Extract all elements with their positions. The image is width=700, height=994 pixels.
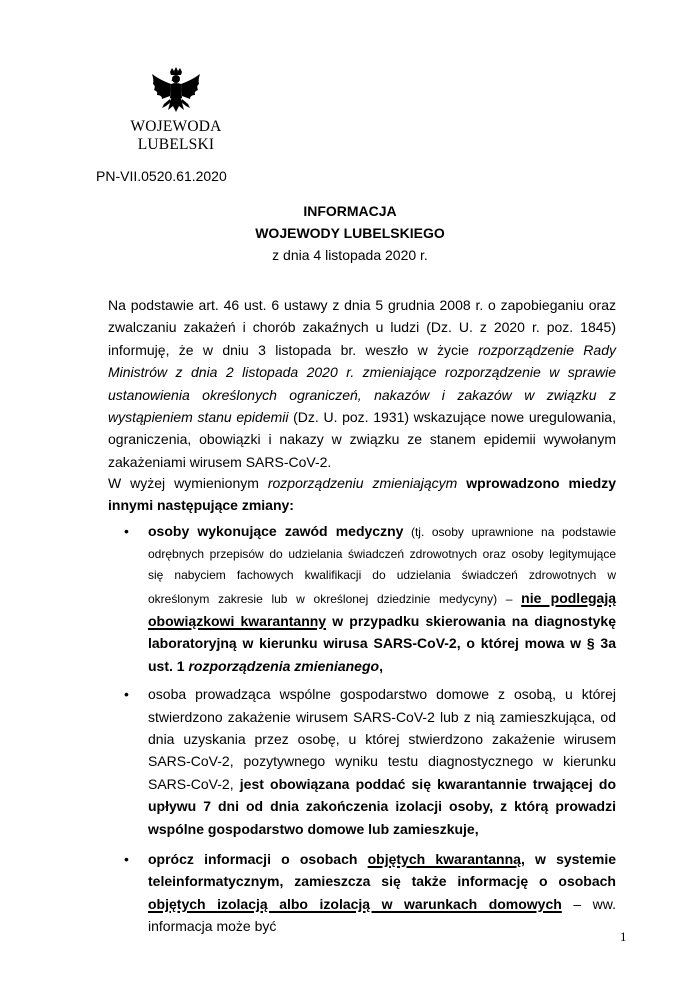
doc-date: z dnia 4 listopada 2020 r.: [272, 247, 428, 263]
bullet: •: [124, 851, 129, 868]
list-item: [108, 683, 616, 840]
item1-definition: (tj. osoby uprawnione na podstawie odrębnych przepisów do udzielania świadczeń zdrowotnych oraz osoby legitymujące się nabyciem fachowych kwalifikacji do udzielania świadczeń zdrowotnych w określonym zakresie lub w określonej dziedzinie medycyny) –: [148, 525, 616, 606]
bullet: •: [124, 523, 129, 539]
paragraph-intro: [108, 294, 616, 473]
bullet: •: [124, 686, 129, 703]
page-number: 1: [620, 929, 627, 944]
item3-quarantine: objętych kwarantanną: [367, 851, 521, 868]
changes-lead: wprowadzono miedzy innymi następujące zmiany:: [108, 475, 616, 514]
org-name: WOJEWODA LUBELSKI: [130, 118, 222, 153]
list-item: • osoby wykonujące zawód medyczny (tj. osoby uprawnione na podstawie odrębnych przepisów do udzielania świadczeń zdrowotnych oraz osoby legitymujące się nabyciem fachowych kwalifikacji do udzielania świadczeń zdrowotnych w określonym zakresie lub w określonej dziedzinie medycyny) – nie podlegają obowiązkowi kwarantanny w przypadku skierowania na diagnostykę laboratoryjną w kierunku wirusa SARS-CoV-2, o której mowa w § 3a ust. 1 rozporządzenia zmienianego,: [108, 520, 616, 677]
doc-issuer: WOJEWODY LUBELSKIEGO: [255, 225, 445, 241]
item1-exemption: nie podlegają obowiązkowi kwarantanny: [148, 589, 616, 629]
polish-eagle-icon: [148, 66, 204, 122]
changes-regulation: rozporządzeniu zmieniającym: [267, 475, 458, 491]
list-item: [108, 848, 616, 938]
item3-isolation: objętych izolacją albo izolacją w warunkach domowych: [148, 895, 562, 912]
item2-obligation: jest obowiązana poddać się kwarantannie trwającej do upływu 7 dni od dnia zakończenia izolacji osoby, z którą prowadzi wspólne gospodarstwo domowe lub zamieszkuje,: [148, 775, 616, 837]
intro-text-1: Na podstawie art. 46 ust. 6 ustawy z dnia 5 grudnia 2008 r. o zapobieganiu oraz zwalczaniu zakażeń i chorób zakaźnych u ludzi (Dz. U. z 2020 r. poz. 1845) informuję, że w dniu 3 listopada br. weszło w życie: [108, 297, 616, 358]
changes-text-1: W wyżej wymienionym: [108, 475, 268, 491]
item1-regulation: rozporządzenia zmienianego: [188, 657, 380, 674]
intro-regulation-title: rozporządzenie Rady Ministrów z dnia 2 listopada 2020 r. zmieniające rozporządzenie w sprawie ustanowienia określonych ograniczeń, nakazów i zakazów w związku z wystąpieniem stanu epidemii: [108, 341, 616, 426]
doc-title: INFORMACJA: [303, 203, 397, 219]
item3-text-1: oprócz informacji o osobach: [148, 851, 368, 868]
changes-list: [108, 520, 616, 938]
item3-text-3: – ww. informacja może być: [148, 895, 616, 935]
paragraph-changes: [108, 472, 616, 517]
intro-text-2: (Dz. U. poz. 1931) wskazujące nowe uregulowania, ograniczenia, obowiązki i nakazy w związku ze stanem epidemii wywołanym zakażeniami wirusem SARS-CoV-2.: [108, 409, 616, 470]
item2-subject: osoba prowadząca wspólne gospodarstwo domowe z osobą, u której stwierdzono zakażenie wirusem SARS-CoV-2 lub z nią zamieszkująca, od dnia uzyskania przez osobę, u której stwierdzono zakażenie wirusem SARS-CoV-2, pozytywnego wyniku testu diagnostycznego w kierunku SARS-CoV-2,: [148, 686, 616, 792]
reference-number: PN-VII.0520.61.2020: [96, 168, 227, 184]
item1-subject: osoby wykonujące zawód medyczny: [148, 523, 404, 539]
item1-condition: w przypadku skierowania na diagnostykę laboratoryjną w kierunku wirusa SARS-CoV-2, o której mowa w § 3a ust. 1: [148, 613, 616, 674]
item3-text-2: , w systemie teleinformatycznym, zamieszcza się także informację o osobach: [148, 851, 616, 890]
